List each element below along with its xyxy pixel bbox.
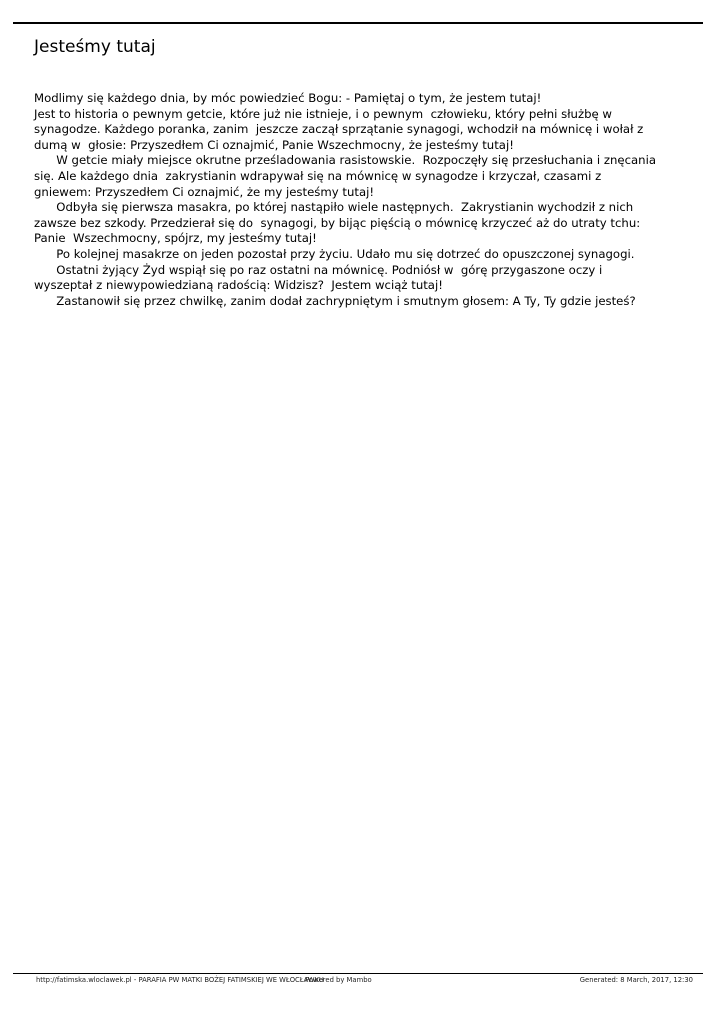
body-line: W getcie miały miejsce okrutne prześladowania rasistowskie. Rozpoczęły się przesłuchania i znęcania [34,153,656,168]
footer-powered-by: Powered by Mambo [305,976,372,984]
footer-source-link[interactable]: http://fatimska.wloclawek.pl - PARAFIA PW MATKI BOŻEJ FATIMSKIEJ WE WŁOCŁAWKU [36,976,324,984]
body-line: zawsze bez szkody. Przedzierał się do synagogi, by bijąc pięścią o mównicę krzyczeć aż do utraty tchu: [34,215,641,230]
footer-generated-date: Generated: 8 March, 2017, 12:30 [579,976,693,984]
page-title: Jesteśmy tutaj [34,37,156,57]
body-line: Jest to historia o pewnym getcie, które już nie istnieje, i o pewnym człowieku, który pełni służbę w [34,106,612,121]
body-line: Zastanowił się przez chwilkę, zanim dodał zachrypniętym i smutnym głosem: A Ty, Ty gdzie jesteś? [34,293,636,308]
body-line: dumą w głosie: Przyszedłem Ci oznajmić, Panie Wszechmocny, że jesteśmy tutaj! [34,137,514,152]
top-divider [13,22,703,24]
body-line: Modlimy się każdego dnia, by móc powiedzieć Bogu: - Pamiętaj o tym, że jestem tutaj! [34,91,542,105]
body-line: Po kolejnej masakrze on jeden pozostał przy życiu. Udało mu się dotrzeć do opuszczonej synagogi. [34,246,635,261]
body-line: wyszeptał z niewypowiedzianą radością: Widzisz? Jestem wciąż tutaj! [34,278,443,293]
body-line: synagodze. Każdego poranka, zanim jeszcze zaczął sprzątanie synagogi, wchodził na mównicę i wołał z [34,122,644,137]
body-line: Ostatni żyjący Żyd wspiął się po raz ostatni na mównicę. Podniósł w górę przygaszone oczy i [34,262,603,277]
footer-divider [13,973,703,974]
body-line: się. Ale każdego dnia zakrystianin wdrapywał się na mównicę w synagodze i krzyczał, czasami z [34,168,602,183]
body-line: Odbyła się pierwsza masakra, po której nastąpiło wiele następnych. Zakrystianin wychodził z nich [34,200,634,215]
body-line: gniewem: Przyszedłem Ci oznajmić, że my jesteśmy tutaj! [34,184,375,199]
body-line: Panie Wszechmocny, spójrz, my jesteśmy tutaj! [34,231,317,246]
article-body [34,91,704,309]
